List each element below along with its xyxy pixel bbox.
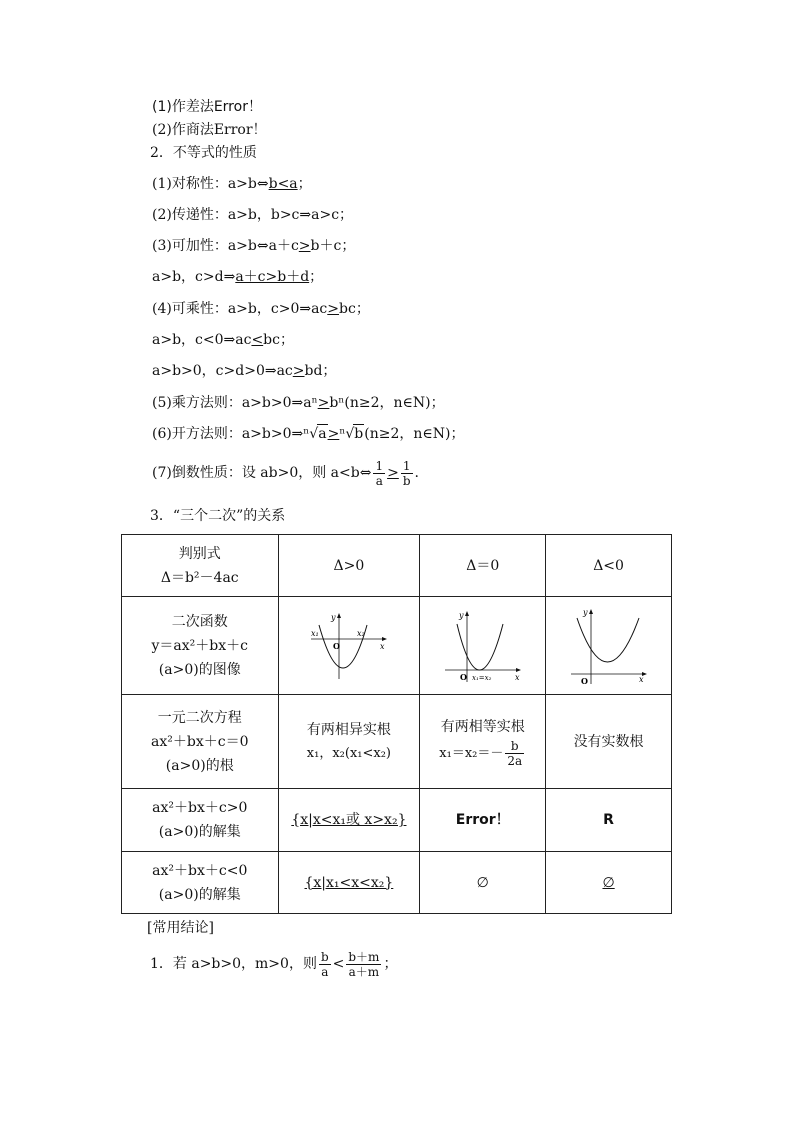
parabola-two-roots-graph	[309, 611, 389, 681]
label-x1: x₁	[310, 628, 319, 638]
label-origin: O	[580, 675, 588, 686]
row-graph	[122, 597, 672, 695]
parabola-curve	[457, 624, 503, 670]
cell-positive-no-root: R	[546, 789, 672, 852]
section-2-heading: 2．不等式的性质	[150, 145, 257, 161]
cell-delta-zero: Δ＝0	[420, 535, 546, 597]
cell-negative-equal-roots: ∅	[420, 852, 546, 914]
cell-equation-label: 一元二次方程 ax²＋bx＋c＝0 (a>0)的根	[122, 695, 279, 789]
three-quadratics-table	[121, 534, 672, 914]
parabola-curve	[577, 618, 639, 662]
conclusion-1: 1．若 a>b>0，m>0，则 $\frac{b}{a}$ < $\frac{b+m}{a+m}$ ；	[150, 949, 398, 979]
parabola-no-root-graph	[569, 606, 649, 686]
cell-graph-one-root	[420, 597, 546, 695]
row-solution-negative	[122, 852, 672, 914]
line-mult-3: a>b>0，c>d>0⇒ac>bd；	[152, 363, 337, 379]
label-x: x	[638, 674, 644, 684]
line-symmetry: (1)对称性：a>b⇔b<a；	[152, 176, 312, 192]
common-conclusions-heading: [常用结论]	[147, 920, 214, 936]
section-3-heading: 3．“三个二次”的关系	[150, 508, 286, 524]
parabola-one-root-graph	[443, 608, 523, 684]
line-transitivity: (2)传递性：a>b，b>c⇒a>c；	[152, 207, 354, 223]
label-x1-equals-x2: x₁=x₂	[471, 673, 492, 682]
line-2: (2)作商法Error！	[152, 122, 267, 138]
label-y: y	[330, 612, 336, 622]
line-root: (6)开方法则：a>b>0⇒ⁿ√a>ⁿ√b(n≥2，n∈N)；	[152, 426, 465, 442]
line-additivity: (3)可加性：a>b⇔a＋c>b＋c；	[152, 238, 356, 254]
cell-graph-no-root	[546, 597, 672, 695]
row-discriminant	[122, 535, 672, 597]
label-x: x	[379, 641, 385, 651]
line-reciprocal: (7)倒数性质：设 ab>0，则 a<b⇔ $\frac{1}{a}$ > $\frac{1}{b}$ .	[152, 458, 419, 488]
label-x2: x₂	[356, 628, 365, 638]
cell-positive-label: ax²＋bx＋c>0 (a>0)的解集	[122, 789, 279, 852]
cell-negative-label: ax²＋bx＋c<0 (a>0)的解集	[122, 852, 279, 914]
cell-delta-positive: Δ>0	[278, 535, 420, 597]
cell-two-roots: 有两相异实根 x₁，x₂(x₁<x₂)	[278, 695, 420, 789]
cell-negative-two-roots: {x|x₁<x<x₂}	[278, 852, 420, 914]
row-roots	[122, 695, 672, 789]
cell-no-root: 没有实数根	[546, 695, 672, 789]
cell-equal-roots: 有两相等实根 x₁＝x₂＝－ $\frac{b}{2a}$	[420, 695, 546, 789]
label-y: y	[582, 607, 588, 617]
cell-negative-no-root: ∅	[546, 852, 672, 914]
line-add-2: a>b，c>d⇒a＋c>b＋d；	[152, 269, 324, 285]
line-1: (1)作差法Error！	[152, 99, 262, 115]
cell-graph-two-roots	[278, 597, 420, 695]
row-solution-positive	[122, 789, 672, 852]
cell-positive-two-roots: {x|x<x₁或 x>x₂}	[278, 789, 420, 852]
cell-positive-equal-roots: Error！	[420, 789, 546, 852]
label-x: x	[514, 672, 520, 682]
cell-delta-negative: Δ<0	[546, 535, 672, 597]
cell-function-label: 二次函数 y＝ax²＋bx＋c (a>0)的图像	[122, 597, 279, 695]
label-origin: O	[332, 640, 340, 651]
line-power: (5)乘方法则：a>b>0⇒aⁿ>bⁿ(n≥2，n∈N)；	[152, 395, 445, 411]
label-y: y	[458, 610, 464, 620]
cell-discriminant-label: 判别式 Δ＝b²－4ac	[122, 535, 279, 597]
label-origin: O	[459, 671, 467, 682]
line-mult-2: a>b，c<0⇒ac<bc；	[152, 332, 294, 348]
line-multiplicativity: (4)可乘性：a>b，c>0⇒ac>bc；	[152, 301, 370, 317]
